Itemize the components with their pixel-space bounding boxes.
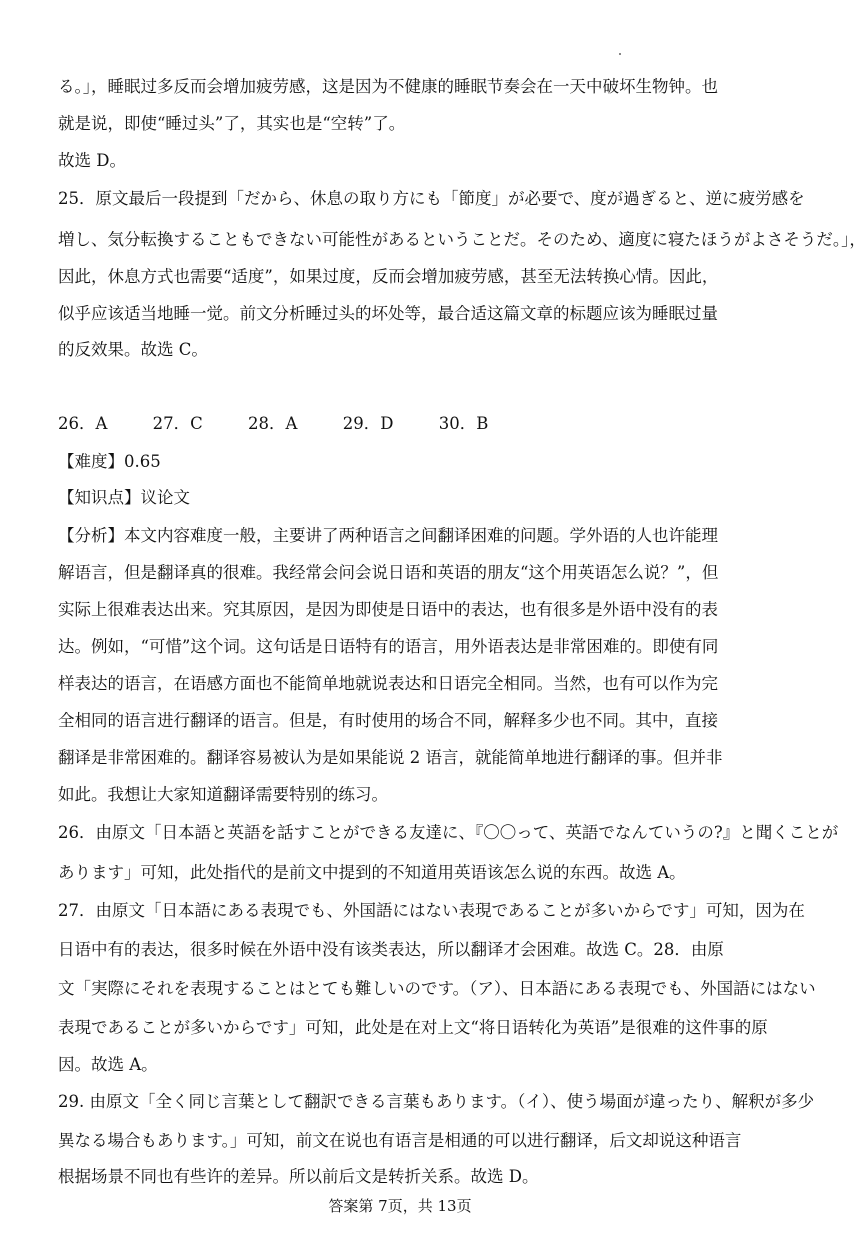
text-line: 就是说，即使“睡过头”了，其实也是“空转”了。 xyxy=(58,114,406,133)
difficulty: 【难度】0.65 xyxy=(58,452,161,471)
text-line: 似乎应该适当地睡一觉。前文分析睡过头的坏处等，最合适这篇文章的标题应该为睡眠过量 xyxy=(58,304,718,323)
text-line: 25．原文最后一段提到「だから、休息の取り方にも「節度」が必要で、度が過ぎると、逆に疲労感を xyxy=(58,189,805,208)
analysis-line: 达。例如，“可惜”这个词。这句话是日语特有的语言，用外语表达是非常困难的。即使有同 xyxy=(58,637,719,656)
text-line: 日语中有的表达，很多时候在外语中没有该类表达，所以翻译才会困难。故选 C。28．由原 xyxy=(58,940,724,959)
text-line: 29. 由原文「全く同じ言葉として翻訳できる言葉もあります。（イ）、使う場面が違ったり、解釈が多少 xyxy=(58,1092,815,1111)
knowledge-point: 【知识点】议论文 xyxy=(58,488,190,507)
analysis-line: 样表达的语言，在语感方面也不能简单地就说表达和日语完全相同。当然，也有可以作为完 xyxy=(58,674,718,693)
analysis-line: 解语言，但是翻译真的很难。我经常会问会说日语和英语的朋友“这个用英语怎么说？”，但 xyxy=(58,563,719,582)
analysis-line: 【分析】本文内容难度一般，主要讲了两种语言之间翻译困难的问题。学外语的人也许能理 xyxy=(58,526,718,545)
text-line: 因。故选 A。 xyxy=(58,1055,158,1074)
text-line: 表現であることが多いからです」可知，此处是在对上文“将日语转化为英语”是很难的这件事的原 xyxy=(58,1018,768,1037)
answer-item: 29．D xyxy=(342,414,394,433)
text-line: 根据场景不同也有些许的差异。所以前后文是转折关系。故选 D。 xyxy=(58,1167,539,1186)
text-line: 文「実際にそれを表現することはとても難しいのです。（ア）、日本語にある表現でも、外国語にはない xyxy=(58,979,816,998)
text-line: 因此，休息方式也需要“适度”，如果过度，反而会增加疲劳感，甚至无法转换心情。因此， xyxy=(58,267,719,286)
answer-key xyxy=(58,413,528,435)
text-line: 26．由原文「日本語と英語を話すことができる友達に、『〇〇って、英語でなんていうの?』と聞くことが xyxy=(58,823,839,842)
text-line: 異なる場合もあります。」可知，前文在说也有语言是相通的可以进行翻译，后文却说这种语言 xyxy=(58,1131,742,1150)
analysis-line: 翻译是非常困难的。翻译容易被认为是如果能说 2 语言，就能简单地进行翻译的事。但并非 xyxy=(58,748,723,767)
answer-item: 26．A xyxy=(58,414,108,433)
analysis-line: 实际上很难表达出来。究其原因，是因为即使是日语中的表达，也有很多是外语中没有的表 xyxy=(58,600,718,619)
answer-item: 28．A xyxy=(248,414,298,433)
text-line: 的反效果。故选 C。 xyxy=(58,340,208,359)
answer-item: 27．C xyxy=(152,414,203,433)
text-line: あります」可知，此处指代的是前文中提到的不知道用英语该怎么说的东西。故选 A。 xyxy=(58,863,686,882)
text-line: 故选 D。 xyxy=(58,151,126,170)
answer-item: 30．B xyxy=(438,414,489,433)
scan-speck xyxy=(619,53,621,55)
text-line: る。」，睡眠过多反而会增加疲劳感，这是因为不健康的睡眠节奏会在一天中破坏生物钟。也 xyxy=(58,77,718,96)
text-line: 増し、気分転換することもできない可能性があるということだ。そのため、適度に寝たほうがよさそうだ。」， xyxy=(58,230,866,249)
text-line: 27．由原文「日本語にある表現でも、外国語にはない表現であることが多いからです」可知，因为在 xyxy=(58,901,805,920)
analysis-line: 全相同的语言进行翻译的语言。但是，有时使用的场合不同，解释多少也不同。其中，直接 xyxy=(58,711,718,730)
page-footer: 答案第 7页，共 13页 xyxy=(328,1197,472,1215)
analysis-line: 如此。我想让大家知道翻译需要特别的练习。 xyxy=(58,785,388,804)
